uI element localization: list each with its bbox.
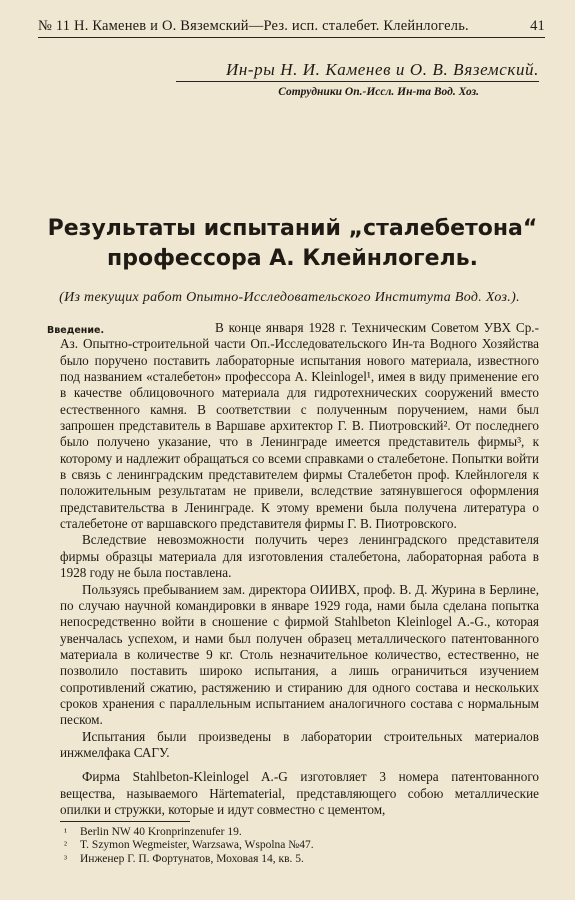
footnote-text: Berlin NW 40 Kronprinzenufer 19.: [80, 826, 242, 838]
paragraph: Пользуясь пребыванием зам. директора ОИИВХ, проф. В. Д. Журина в Берлине, по случаю научной командировки в январе 1929 года, нами была сделана попытка непосредственно войти в сношение с фирмой Stahlbeton Kleinlogel A.-G., которая увенчалась успехом, и нами был получен образец металлического патентованного материала в количестве 9 кг. Столь незначительное количество, естественно, не позволило поставить широко испытания, а лишь ограничиться изучением сопротивлений сжатию, растяжению и стиранию для одного состава и нескольких сроков хранения с параллельным испытанием аналогичного состава с нормальным песком.: [60, 581, 539, 728]
running-header: [38, 18, 545, 38]
paragraph-gap: [60, 761, 539, 769]
footnote-mark: ²: [64, 840, 67, 852]
footnote: [64, 853, 535, 866]
running-header-text: № 11 Н. Каменев и О. Вяземский—Рез. исп. сталебет. Клейнлогель.: [38, 18, 469, 34]
paragraph: Фирма Stahlbeton-Kleinlogel A.-G изготовляет 3 номера патентованного вещества, называемого Härtematerial, представляющего собою металлические опилки и стружки, которые и идут совместно с цементом,: [60, 769, 539, 817]
footnote-mark: ³: [64, 853, 67, 865]
article-subtitle: (Из текущих работ Опытно-Исследовательского Института Вод. Хоз.).: [59, 290, 520, 305]
paragraph: В конце января 1928 г. Техническим Советом УВХ Ср.-Аз. Опытно-строительной части Оп.-Исследовательского Ин-та Водного Хозяйства было поручено поставить лабораторные испытания нового материала, известного под названием «сталебетон» профессора A. Kleinlogel¹, имея в виду применение его в качестве облицовочного материала для гидротехнических сооружений вместо естественного камня. В соответствии с полученным поручением, нами был запрошен представитель в Варшаве архитектор Г. В. Пиотровский². От последнего было получено указание, что в Ленинграде имеется представитель фирмы³, к которому и надлежит обращаться со всеми справками о сталебетоне. Попытки войти в связь с ленинградским представителем фирмы Сталебетон проф. Клейнлогеля к положительным результатам не привели, вследствие затянувшегося оформления представительства в Ленинграде. К этому времени была получена литература о сталебетоне от варшавского представителя фирмы Г. В. Пиотровского.: [60, 320, 539, 532]
footnote: [64, 839, 535, 852]
paragraph: Вследствие невозможности получить через ленинградского представителя фирмы образцы материала для изготовления сталебетона, лабораторная работа в 1928 году не была поставлена.: [60, 532, 539, 581]
affiliation-line: Сотрудники Оп.-Иссл. Ин-та Вод. Хоз.: [278, 86, 479, 98]
footnote-text: Инженер Г. П. Фортунатов, Моховая 14, кв. 5.: [80, 852, 304, 865]
title-line-1: Результаты испытаний „сталебетона“: [47, 216, 538, 241]
footnote-rule: [60, 821, 190, 822]
paragraph: Испытания были произведены в лаборатории строительных материалов инжмелфака САГУ.: [60, 728, 539, 760]
footnote: [64, 826, 535, 839]
footnotes: [64, 826, 535, 866]
article-title: [40, 214, 545, 274]
footnote-mark: ¹: [64, 827, 67, 838]
section-label: Введение.: [47, 325, 105, 336]
footnote-text: T. Szymon Wegmeister, Warzsawa, Wspolna №47.: [80, 839, 314, 852]
page-number: 41: [530, 18, 545, 34]
title-line-2: профессора А. Клейнлогель.: [107, 246, 478, 271]
article-body: [47, 320, 539, 818]
authors-line: Ин-ры Н. И. Каменев и О. В. Вяземский.: [176, 60, 539, 82]
